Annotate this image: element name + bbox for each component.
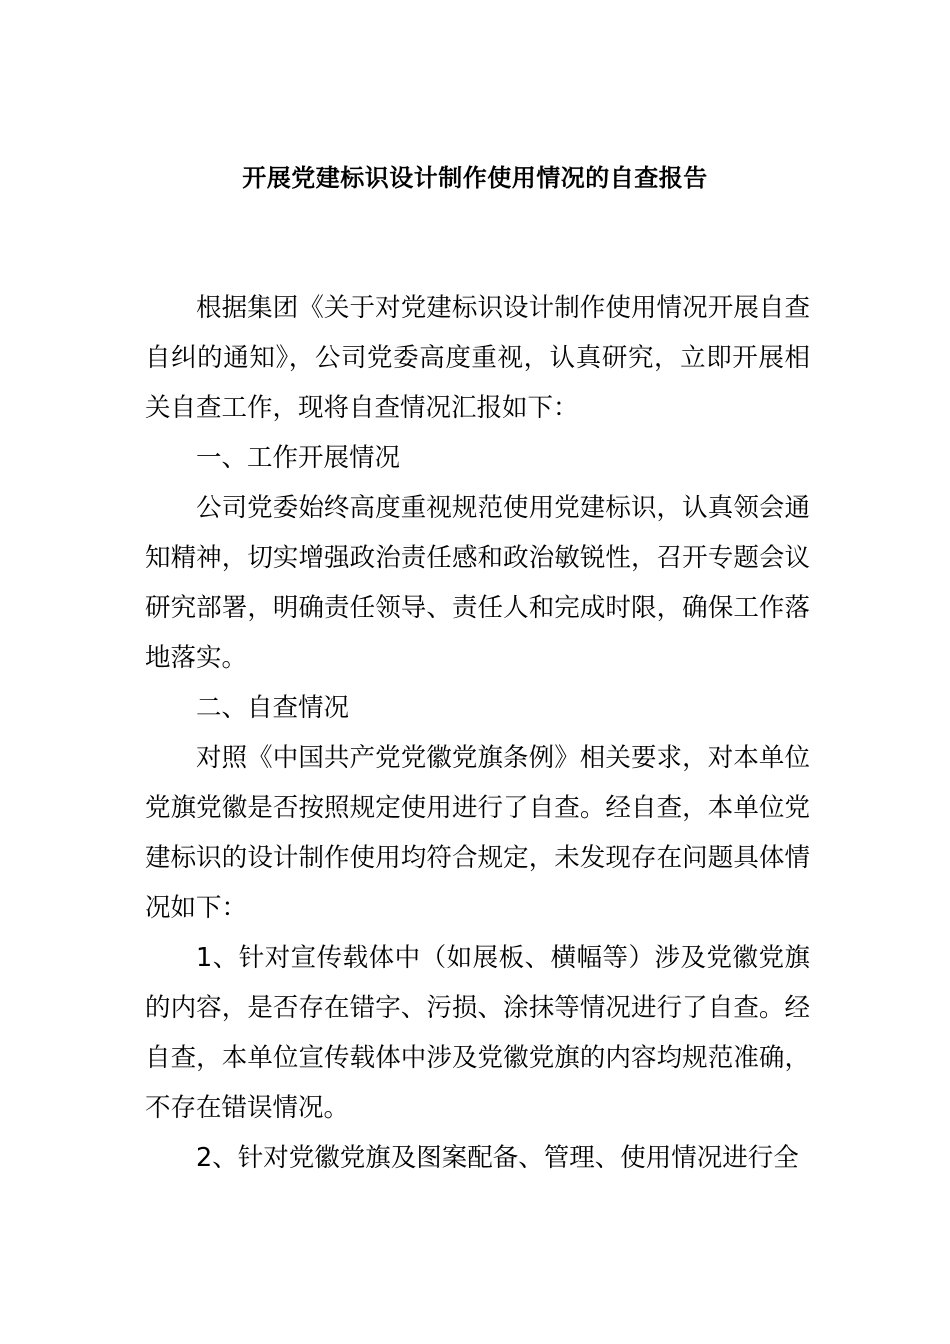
list-item-1: 1、针对宣传载体中（如展板、横幅等）涉及党徽党旗的内容，是否存在错字、污损、涂抹等情况进行了自查。经自查，本单位宣传载体中涉及党徽党旗的内容均规范准确，不存在错误情况。 bbox=[145, 943, 810, 1123]
paragraph-selfcheck: 对照《中国共产党党徽党旗条例》相关要求，对本单位党旗党徽是否按照规定使用进行了自查。经自查，本单位党建标识的设计制作使用均符合规定，未发现存在问题具体情况如下： bbox=[145, 743, 810, 923]
document-title: 开展党建标识设计制作使用情况的自查报告 bbox=[242, 164, 708, 192]
document-body bbox=[145, 283, 810, 1183]
list-item-2: 2、针对党徽党旗及图案配备、管理、使用情况进行全 bbox=[196, 1143, 799, 1173]
section-heading-selfcheck: 二、自查情况 bbox=[196, 693, 350, 723]
paragraph-intro: 根据集团《关于对党建标识设计制作使用情况开展自查自纠的通知》，公司党委高度重视，认真研究，立即开展相关自查工作，现将自查情况汇报如下： bbox=[145, 293, 810, 423]
section-heading-work: 一、工作开展情况 bbox=[196, 443, 401, 473]
paragraph-work: 公司党委始终高度重视规范使用党建标识，认真领会通知精神，切实增强政治责任感和政治敏锐性，召开专题会议研究部署，明确责任领导、责任人和完成时限，确保工作落地落实。 bbox=[145, 493, 810, 673]
